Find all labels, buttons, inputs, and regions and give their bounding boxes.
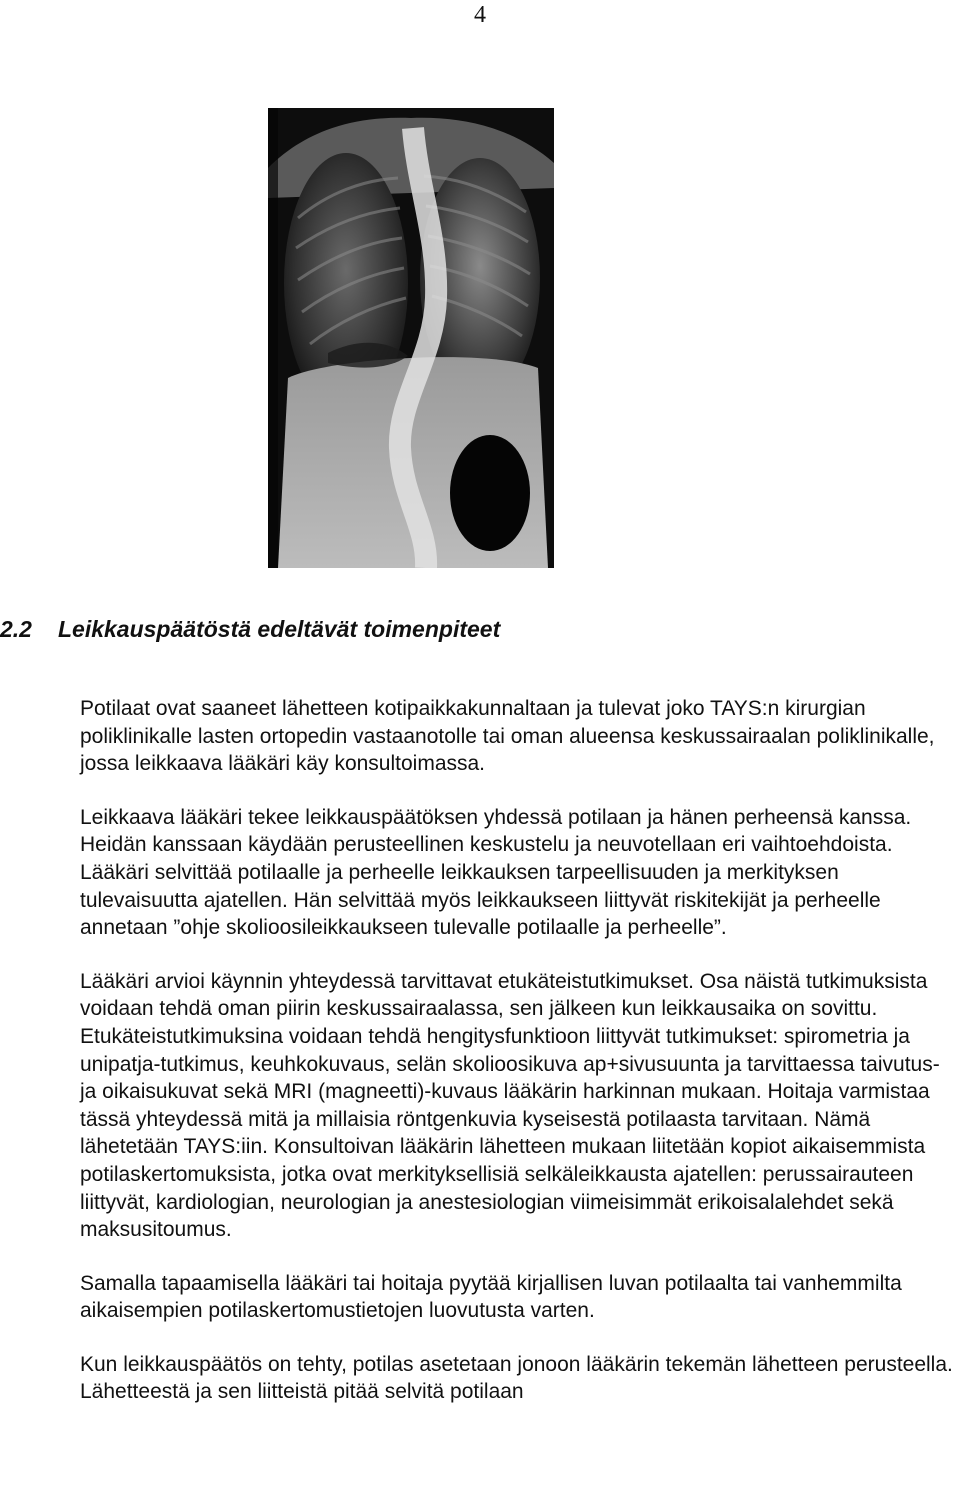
paragraph-consent: Samalla tapaamisella lääkäri tai hoitaja pyytää kirjallisen luvan potilaalta tai vanhemmilta aikaisempien potilaskertomustietojen luovutusta varten. — [80, 1271, 902, 1323]
page-number: 4 — [474, 2, 486, 28]
section-title: Leikkauspäätöstä edeltävät toimenpiteet — [57, 616, 501, 642]
lower-shadow — [450, 435, 530, 551]
paragraph-pre-examinations: Lääkäri arvioi käynnin yhteydessä tarvittavat etukäteistutkimukset. Osa näistä tutkimuksista voidaan tehdä oman piirin keskussairaalassa, sen jälkeen kun leikkausaika on sovittu. Etukäteistutkimuksina voidaan tehdä hengitysfunktioon liittyvät tutkimukset: spirometria ja unipatja-tutkimus, keuhkokuvaus, selän skolioosikuva ap+sivusuunta ja tarvittaessa taivutus- ja oikaisukuvat sekä MRI (magneetti)-kuvaus lääkärin harkinnan mukaan. Hoitaja varmistaa tässä yhteydessä mitä ja millaisia röntgenkuvia kyseisestä potilaasta tarvitaan. Nämä lähetetään TAYS:iin. Konsultoivan lääkärin lähetteen mukaan liitetään kopiot aikaisemmista potilaskertomuksista, jotka ovat merkityksellisiä selkäleikkausta ajatellen: perussairauteen liittyvät, kardiologian, neurologian ja anestesiologian viimeisimmät erikoisalalehdet sekä maksusitoumus. — [80, 969, 940, 1242]
paragraph-decision: Leikkaava lääkäri tekee leikkauspäätöksen yhdessä potilaan ja hänen perheensä kanssa. Heidän kanssaan käydään perusteellinen keskustelu ja neuvotellaan eri vaihtoehdoista. Lääkäri selvittää potilaalle ja perheelle leikkauksen tarpeellisuuden ja merkityksen tulevaisuutta ajatellen. Hän selvittää myös leikkaukseen liittyvät riskitekijät ja perheelle annetaan ”ohje skolioosileikkaukseen tulevalle potilaalle ja perheelle”. — [80, 805, 912, 940]
paragraph-queue: Kun leikkauspäätös on tehty, potilas asetetaan jonoon lääkärin tekemän lähetteen perusteella. Lähetteestä ja sen liitteistä pitää selvitä potilaan — [80, 1352, 953, 1404]
scoliosis-xray-image — [268, 108, 554, 568]
section-number: 2.2 — [0, 616, 32, 642]
section-heading — [0, 616, 500, 643]
left-border — [268, 108, 278, 568]
body-text — [80, 695, 960, 1432]
paragraph-referral: Potilaat ovat saaneet lähetteen kotipaikkakunnaltaan ja tulevat joko TAYS:n kirurgian poliklinikalle lasten ortopedin vastaanotolle tai oman alueensa keskussairaalan poliklinikalle, jossa leikkaava lääkäri käy konsultoimassa. — [80, 697, 935, 776]
xray-drawing — [268, 108, 554, 568]
